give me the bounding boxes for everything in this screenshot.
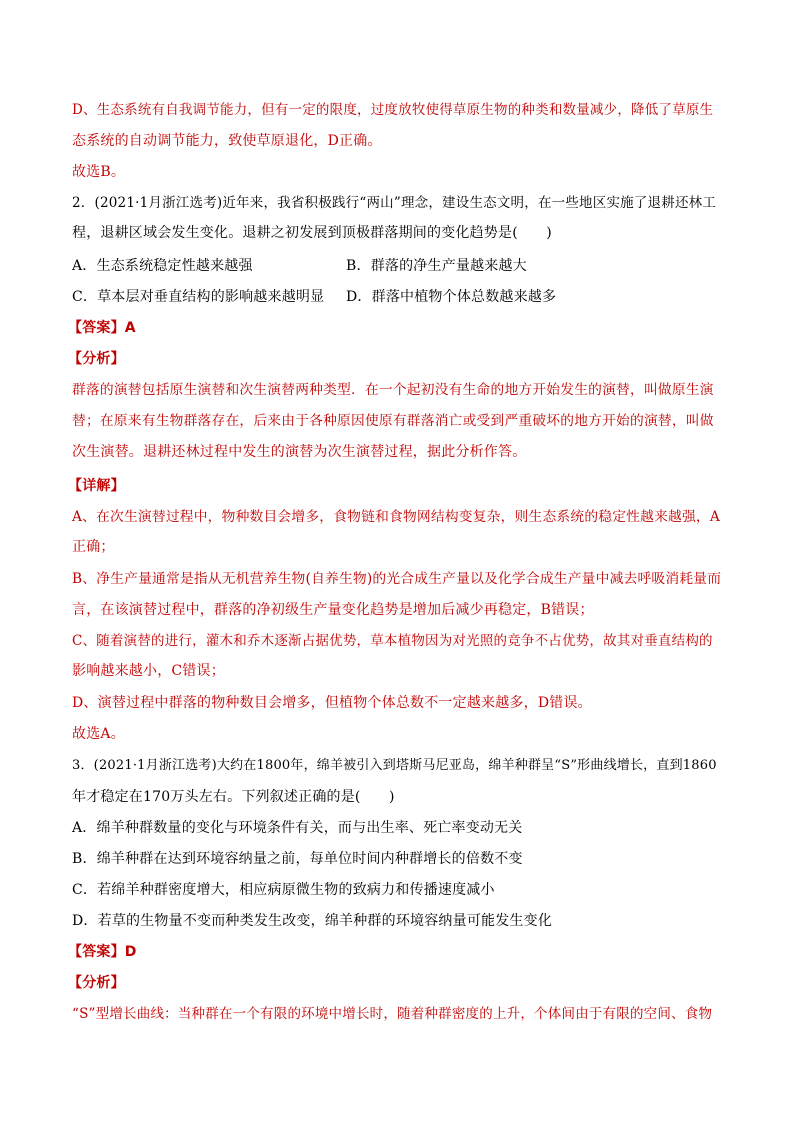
q2-analysis-label: 【分析】 [68, 351, 125, 367]
q2-options-row1 [72, 256, 722, 276]
q2-detail-a-line1: A、在次生演替过程中，物种数目会增多，食物链和食物网结构变复杂，则生态系统的稳定性越来越强，A [72, 509, 721, 525]
q2-analysis-line3: 次生演替。退耕还林过程中发生的演替为次生演替过程，据此分析作答。 [72, 444, 527, 460]
q1-detail-d-line2: 态系统的自动调节能力，致使草原退化，D正确。 [72, 133, 382, 149]
q2-option-b: B．群落的净生产量越来越大 [346, 258, 527, 274]
q2-detail-b-line2: 言，在该演替过程中，群落的净初级生产量变化趋势是增加后减少再稳定，B错误； [72, 602, 594, 618]
q2-option-a: A．生态系统稳定性越来越强 [72, 258, 253, 274]
q2-answer: 【答案】A [68, 320, 136, 336]
q2-option-d: D．群落中植物个体总数越来越多 [346, 289, 557, 305]
q3-analysis-label: 【分析】 [68, 975, 125, 991]
q3-analysis-line1: “S”型增长曲线：当种群在一个有限的环境中增长时，随着种群密度的上升，个体间由于有限的空间、食物 [72, 1006, 713, 1022]
q2-analysis-line2: 替；在原来有生物群落存在，后来由于各种原因使原有群落消亡或受到严重破坏的地方开始的演替，叫做 [72, 413, 714, 429]
q2-detail-d-line1: D、演替过程中群落的物种数目会增多，但植物个体总数不一定越来越多，D错误。 [72, 695, 592, 711]
q3-option-c: C．若绵羊种群密度增大，相应病原微生物的致病力和传播速度减小 [72, 882, 495, 898]
q2-detail-a-line2: 正确； [72, 539, 115, 555]
q2-stem-line2: 程，退耕区域会发生变化。退耕之初发展到顶极群落期间的变化趋势是( ) [72, 225, 552, 241]
q3-option-d: D．若草的生物量不变而种类发生改变，绵羊种群的环境容纳量可能发生变化 [72, 913, 553, 929]
q2-options-row2 [72, 287, 722, 307]
q2-analysis-line1: 群落的演替包括原生演替和次生演替两种类型．在一个起初没有生命的地方开始发生的演替，叫做原生演 [72, 382, 714, 398]
q1-detail-d-line1: D、生态系统有自我调节能力，但有一定的限度，过度放牧使得草原生物的种类和数量减少，降低了草原生 [72, 102, 714, 118]
q3-option-b: B．绵羊种群在达到环境容纳量之前，每单位时间内种群增长的倍数不变 [72, 851, 523, 867]
q2-detail-b-line1: B、净生产量通常是指从无机营养生物(自养生物)的光合成生产量以及化学合成生产量中减去呼吸消耗量而 [72, 571, 722, 587]
q2-detail-c-line1: C、随着演替的进行，灌木和乔木逐渐占据优势，草本植物因为对光照的竞争不占优势，故其对垂直结构的 [72, 633, 713, 649]
q2-stem-line1: 2．(2021·1月浙江选考)近年来，我省积极践行“两山”理念，建设生态文明，在一些地区实施了退耕还林工 [72, 195, 717, 211]
q3-answer: 【答案】D [68, 944, 137, 960]
q3-stem-line2: 年才稳定在170万头左右。下列叙述正确的是( ) [72, 789, 395, 805]
q3-stem-line1: 3．(2021·1月浙江选考)大约在1800年，绵羊被引入到塔斯马尼亚岛，绵羊种群呈“S”形曲线增长，直到1860 [72, 758, 717, 773]
q3-option-a: A．绵羊种群数量的变化与环境条件有关，而与出生率、死亡率变动无关 [72, 820, 523, 836]
q2-detail-label: 【详解】 [68, 478, 125, 494]
q2-detail-c-line2: 影响越来越小，C错误； [72, 663, 225, 679]
q2-option-c: C．草本层对垂直结构的影响越来越明显 [72, 289, 325, 305]
q1-conclusion: 故选B。 [72, 164, 126, 180]
q2-conclusion: 故选A。 [72, 726, 125, 742]
